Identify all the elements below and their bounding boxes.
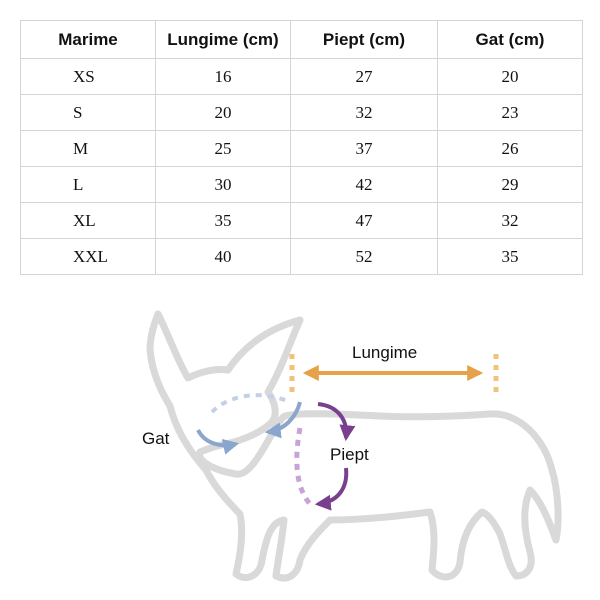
table-row — [21, 203, 583, 239]
cell-neck: 35 — [438, 239, 583, 275]
cell-length: 25 — [156, 131, 291, 167]
header-length: Lungime (cm) — [156, 21, 291, 59]
cell-length: 20 — [156, 95, 291, 131]
cell-size: M — [21, 131, 156, 167]
header-chest: Piept (cm) — [291, 21, 438, 59]
cell-size: XL — [21, 203, 156, 239]
table-row — [21, 95, 583, 131]
cell-chest: 47 — [291, 203, 438, 239]
size-chart-table — [20, 20, 583, 275]
length-measure — [292, 343, 496, 392]
cell-neck: 32 — [438, 203, 583, 239]
cell-neck: 26 — [438, 131, 583, 167]
cell-size: L — [21, 167, 156, 203]
cell-size: XXL — [21, 239, 156, 275]
cell-length: 16 — [156, 59, 291, 95]
table-row — [21, 167, 583, 203]
header-neck: Gat (cm) — [438, 21, 583, 59]
neck-label: Gat — [142, 429, 170, 448]
cell-length: 35 — [156, 203, 291, 239]
cell-chest: 37 — [291, 131, 438, 167]
cell-neck: 29 — [438, 167, 583, 203]
cell-neck: 20 — [438, 59, 583, 95]
table-row — [21, 239, 583, 275]
cell-length: 40 — [156, 239, 291, 275]
length-label: Lungime — [352, 343, 418, 362]
cell-chest: 42 — [291, 167, 438, 203]
chest-label: Piept — [330, 445, 369, 464]
cell-size: S — [21, 95, 156, 131]
cell-chest: 32 — [291, 95, 438, 131]
cell-size: XS — [21, 59, 156, 95]
dog-measurement-diagram — [0, 290, 600, 600]
cell-length: 30 — [156, 167, 291, 203]
header-size: Marime — [21, 21, 156, 59]
cell-neck: 23 — [438, 95, 583, 131]
table-row — [21, 59, 583, 95]
cell-chest: 52 — [291, 239, 438, 275]
table-header-row — [21, 21, 583, 59]
table-row — [21, 131, 583, 167]
cell-chest: 27 — [291, 59, 438, 95]
chest-measure — [297, 404, 369, 504]
